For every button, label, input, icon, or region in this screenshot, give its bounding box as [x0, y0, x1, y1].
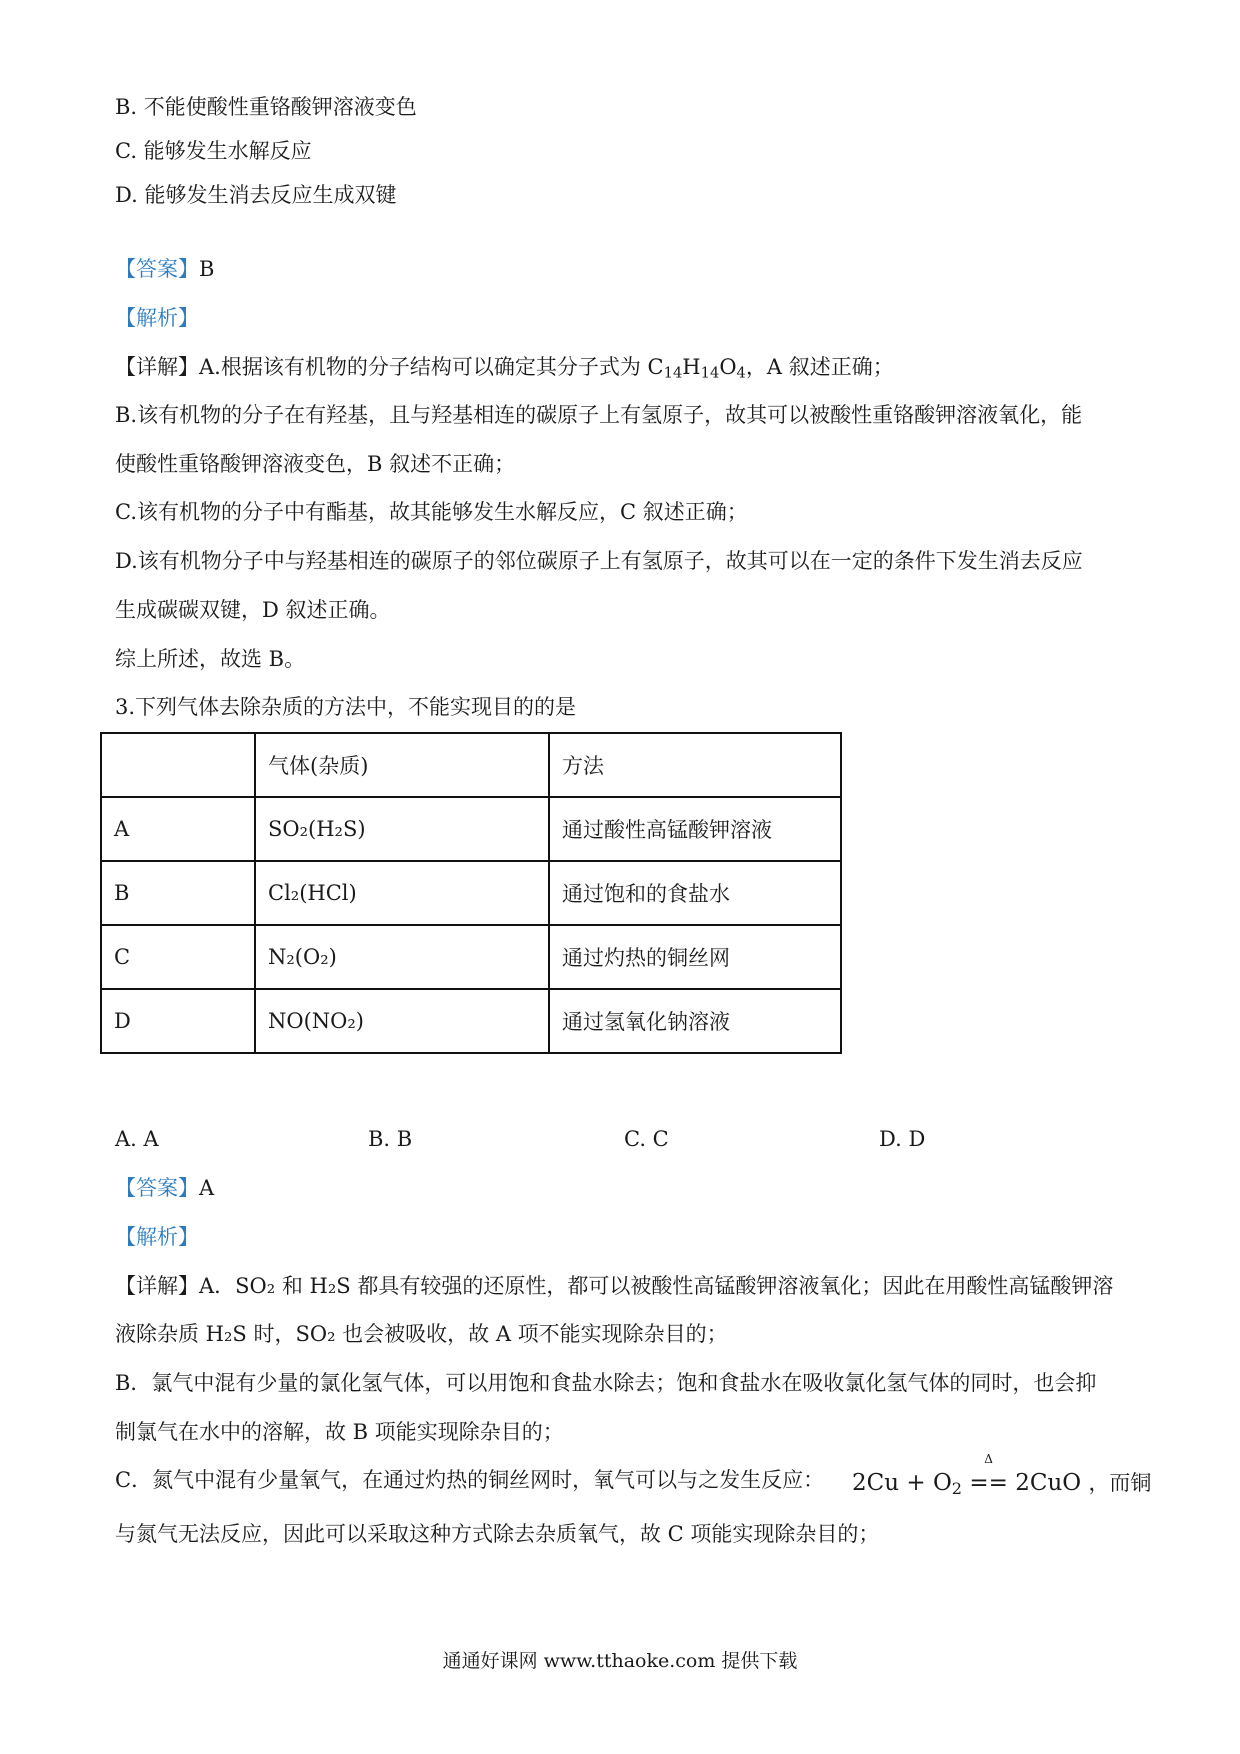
- row-gas: N₂(O₂): [255, 925, 549, 989]
- q3-detail-b1: B．氯气中混有少量的氯化氢气体，可以用饱和食盐水除去；饱和食盐水在吸收氯化氢气体的同时，也会抑: [115, 1371, 1097, 1395]
- q3-analysis-tag: 【解析】: [115, 1225, 199, 1249]
- answer-tag: 【答案】: [115, 257, 199, 281]
- detail-a-text: A.根据该有机物的分子结构可以确定其分子式为 C: [199, 355, 664, 379]
- subscript: 14: [663, 364, 683, 382]
- page-footer: 通通好课网 www.tthaoke.com 提供下载: [442, 1650, 798, 1672]
- row-method: 通过酸性高锰酸钾溶液: [549, 797, 841, 861]
- q2-detail-d2: 生成碳碳双键，D 叙述正确。: [115, 598, 391, 622]
- row-gas: SO₂(H₂S): [255, 797, 549, 861]
- answer-tag: 【答案】: [115, 1176, 199, 1200]
- q2-answer: [115, 254, 214, 284]
- equation-left: 2Cu + O: [852, 1470, 952, 1496]
- q3-option-c: C. C: [624, 1127, 669, 1151]
- row-method: 通过饱和的食盐水: [549, 861, 841, 925]
- q3-table: [100, 732, 842, 1054]
- q2-analysis-tag: 【解析】: [115, 306, 199, 330]
- q3-stem: 3.下列气体去除杂质的方法中，不能实现目的的是: [115, 695, 577, 719]
- row-label: A: [101, 797, 255, 861]
- answer-value: B: [199, 257, 215, 281]
- q3-detail-a2: 液除杂质 H₂S 时，SO₂ 也会被吸收，故 A 项不能实现除杂目的；: [115, 1322, 728, 1346]
- option-c: C. 能够发生水解反应: [115, 139, 312, 163]
- q3-option-a: A. A: [115, 1127, 159, 1151]
- reaction-equation: [852, 1452, 1152, 1499]
- q3-detail-c2: 与氮气无法反应，因此可以采取这种方式除去杂质氧气，故 C 项能实现除杂目的；: [115, 1522, 880, 1546]
- q3-detail-c1: C．氮气中混有少量氧气，在通过灼热的铜丝网时，氧气可以与之发生反应：: [115, 1468, 825, 1492]
- detail-tag: 【详解】: [115, 1274, 199, 1298]
- equation-subscript: 2: [951, 1479, 963, 1499]
- detail-tag: 【详解】: [115, 355, 199, 379]
- detail-a1-text: A．SO₂ 和 H₂S 都具有较强的还原性，都可以被酸性高锰酸钾溶液氧化；因此在用酸性高锰酸钾溶: [199, 1274, 1114, 1298]
- answer-value: A: [199, 1176, 215, 1200]
- subscript: 4: [736, 364, 746, 382]
- table-header-cell: 方法: [549, 733, 841, 797]
- q2-detail-a: [115, 352, 894, 382]
- q3-option-d: D. D: [879, 1127, 926, 1151]
- row-gas: NO(NO₂): [255, 989, 549, 1053]
- table-row: [101, 861, 841, 925]
- row-label: B: [101, 861, 255, 925]
- option-d: D. 能够发生消去反应生成双键: [115, 183, 397, 207]
- table-header-row: [101, 733, 841, 797]
- table-header-cell: [101, 733, 255, 797]
- q2-detail-c: C.该有机物的分子中有酯基，故其能够发生水解反应，C 叙述正确；: [115, 500, 748, 524]
- q3-answer: [115, 1173, 214, 1203]
- table-header-cell: 气体(杂质): [255, 733, 549, 797]
- q3-detail-b2: 制氯气在水中的溶解，故 B 项能实现除杂目的；: [115, 1420, 564, 1444]
- q3-option-b: B. B: [368, 1127, 413, 1151]
- q3-detail-a1: [115, 1271, 1113, 1301]
- equation-arrow: [969, 1452, 1008, 1498]
- q2-detail-b1: B.该有机物的分子在有羟基，且与羟基相连的碳原子上有氢原子，故其可以被酸性重铬酸钾溶液氧化，能: [115, 403, 1083, 427]
- table-row: [101, 989, 841, 1053]
- row-gas: Cl₂(HCl): [255, 861, 549, 925]
- detail-a-tail: ，A 叙述正确；: [745, 355, 894, 379]
- equals-sign: ==: [969, 1470, 1008, 1496]
- row-label: D: [101, 989, 255, 1053]
- option-b: B. 不能使酸性重铬酸钾溶液变色: [115, 95, 417, 119]
- row-method: 通过氢氧化钠溶液: [549, 989, 841, 1053]
- table-row: [101, 797, 841, 861]
- heat-condition: Δ: [984, 1452, 993, 1466]
- row-method: 通过灼热的铜丝网: [549, 925, 841, 989]
- equation-right: 2CuO: [1015, 1470, 1082, 1496]
- subscript: 14: [700, 364, 720, 382]
- formula-part: H: [682, 355, 701, 379]
- formula-part: O: [719, 355, 737, 379]
- q2-detail-d1: D.该有机物分子中与羟基相连的碳原子的邻位碳原子上有氢原子，故其可以在一定的条件下发生消去反应: [115, 549, 1083, 573]
- row-label: C: [101, 925, 255, 989]
- equation-tail-text: ，而铜: [1088, 1471, 1152, 1495]
- q2-detail-b2: 使酸性重铬酸钾溶液变色，B 叙述不正确；: [115, 452, 516, 476]
- table-row: [101, 925, 841, 989]
- q2-summary: 综上所述，故选 B。: [115, 647, 306, 671]
